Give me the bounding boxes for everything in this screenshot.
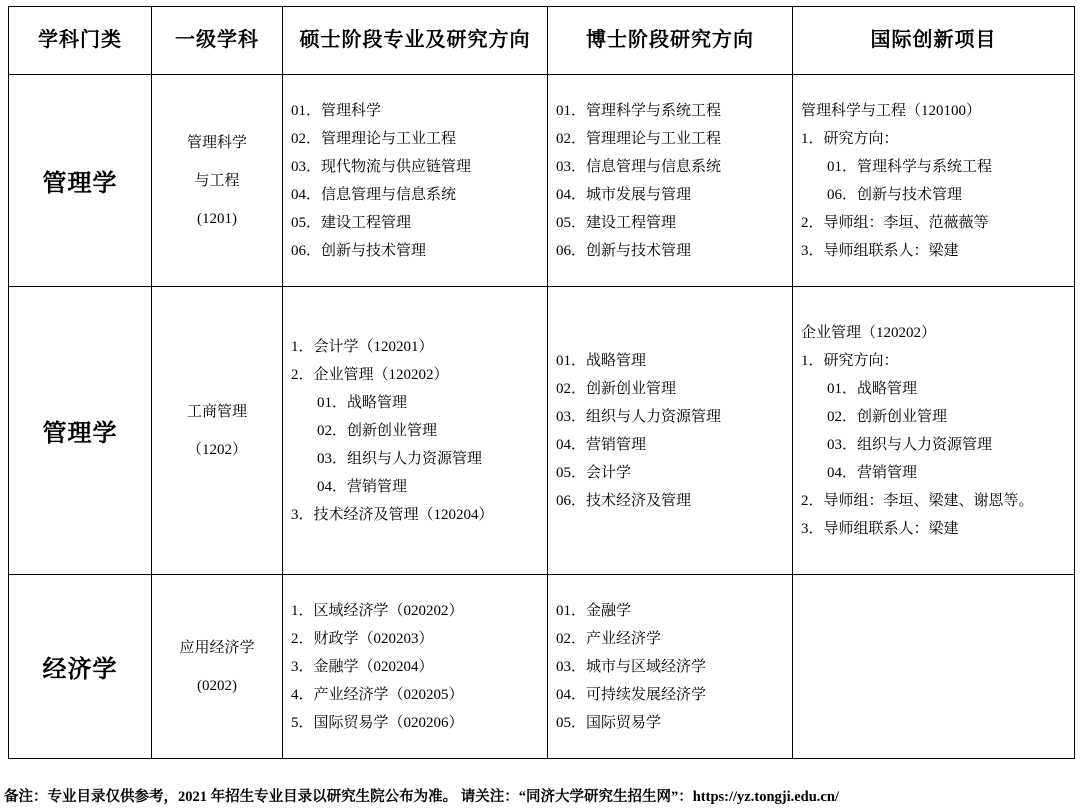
discipline-line: 工商管理 <box>186 403 247 420</box>
direction-item: 01．战略管理 <box>556 352 647 369</box>
cell-discipline <box>152 575 283 759</box>
column-header-doctor: 博士阶段研究方向 <box>548 7 793 75</box>
direction-item: 1．会计学（120201） <box>291 338 434 355</box>
table-header-row <box>9 7 1075 75</box>
direction-item: 04．营销管理 <box>317 478 408 495</box>
cell-master-directions <box>283 575 548 759</box>
direction-item: 02．产业经济学 <box>556 630 662 647</box>
column-header-master: 硕士阶段专业及研究方向 <box>283 7 548 75</box>
discipline-line: (0202) <box>197 677 237 694</box>
program-line: 1．研究方向： <box>801 130 899 147</box>
direction-item: 04．城市发展与管理 <box>556 186 692 203</box>
direction-item: 01．战略管理 <box>317 394 408 411</box>
direction-item: 03．城市与区域经济学 <box>556 658 707 675</box>
cell-discipline <box>152 75 283 287</box>
program-catalog-table <box>8 6 1075 759</box>
direction-item: 1．区域经济学（020202） <box>291 602 464 619</box>
direction-item: 01．管理科学 <box>291 102 382 119</box>
program-line: 2．导师组：李垣、梁建、谢恩等。 <box>801 492 1034 509</box>
direction-item: 01．管理科学与系统工程 <box>556 102 722 119</box>
direction-item: 5．国际贸易学（020206） <box>291 714 464 731</box>
discipline-line: 应用经济学 <box>179 639 255 656</box>
direction-item: 05．国际贸易学 <box>556 714 662 731</box>
table-row <box>9 75 1075 287</box>
program-line: 3．导师组联系人：梁建 <box>801 520 959 537</box>
program-line: 03．组织与人力资源管理 <box>827 436 993 453</box>
cell-master-directions <box>283 75 548 287</box>
direction-item: 01．金融学 <box>556 602 632 619</box>
table-header <box>9 7 1075 75</box>
direction-item: 2．财政学（020203） <box>291 630 434 647</box>
direction-item: 04．信息管理与信息系统 <box>291 186 457 203</box>
direction-item: 05．会计学 <box>556 464 632 481</box>
discipline-line: 与工程 <box>194 172 240 189</box>
program-line: 04．营销管理 <box>827 464 918 481</box>
direction-item: 3．技术经济及管理（120204） <box>291 506 494 523</box>
direction-item: 4．产业经济学（020205） <box>291 686 464 703</box>
discipline-line: （1202） <box>186 441 247 458</box>
column-header-discipline: 一级学科 <box>152 7 283 75</box>
program-line: 01．战略管理 <box>827 380 918 397</box>
direction-item: 03．现代物流与供应链管理 <box>291 158 472 175</box>
program-line: 企业管理（120202） <box>801 324 937 341</box>
direction-item: 03．信息管理与信息系统 <box>556 158 722 175</box>
direction-item: 02．管理理论与工业工程 <box>291 130 457 147</box>
document-page <box>0 6 1080 810</box>
direction-item: 02．创新创业管理 <box>317 422 438 439</box>
table-body <box>9 75 1075 759</box>
direction-item: 04．营销管理 <box>556 436 647 453</box>
cell-category: 管理学 <box>9 287 152 575</box>
cell-international-program <box>793 575 1075 759</box>
cell-category: 经济学 <box>9 575 152 759</box>
cell-discipline <box>152 287 283 575</box>
cell-doctor-directions <box>548 75 793 287</box>
direction-item: 03．组织与人力资源管理 <box>556 408 722 425</box>
program-line: 06．创新与技术管理 <box>827 186 963 203</box>
direction-item: 06．技术经济及管理 <box>556 492 692 509</box>
column-header-category: 学科门类 <box>9 7 152 75</box>
direction-item: 02．管理理论与工业工程 <box>556 130 722 147</box>
direction-item: 05．建设工程管理 <box>556 214 677 231</box>
cell-international-program <box>793 287 1075 575</box>
table-row <box>9 287 1075 575</box>
direction-item: 2．企业管理（120202） <box>291 366 449 383</box>
program-line: 01．管理科学与系统工程 <box>827 158 993 175</box>
discipline-line: 管理科学 <box>186 134 247 151</box>
program-line: 3．导师组联系人：梁建 <box>801 242 959 259</box>
program-line: 1．研究方向： <box>801 352 899 369</box>
direction-item: 02．创新创业管理 <box>556 380 677 397</box>
footnote: 备注：专业目录仅供参考，2021 年招生专业目录以研究生院公布为准。 请关注：“同济大学研究生招生网”：https://yz.tongji.edu.cn/ <box>4 789 839 805</box>
table-row <box>9 575 1075 759</box>
column-header-program: 国际创新项目 <box>793 7 1075 75</box>
cell-category: 管理学 <box>9 75 152 287</box>
direction-item: 06．创新与技术管理 <box>556 242 692 259</box>
program-line: 2．导师组：李垣、范薇薇等 <box>801 214 989 231</box>
direction-item: 3．金融学（020204） <box>291 658 434 675</box>
direction-item: 05．建设工程管理 <box>291 214 412 231</box>
cell-doctor-directions <box>548 287 793 575</box>
direction-item: 03．组织与人力资源管理 <box>317 450 483 467</box>
cell-doctor-directions <box>548 575 793 759</box>
program-line: 管理科学与工程（120100） <box>801 102 982 119</box>
cell-master-directions <box>283 287 548 575</box>
program-line: 02．创新创业管理 <box>827 408 948 425</box>
direction-item: 04．可持续发展经济学 <box>556 686 707 703</box>
discipline-line: (1201) <box>197 210 237 227</box>
cell-international-program <box>793 75 1075 287</box>
direction-item: 06．创新与技术管理 <box>291 242 427 259</box>
